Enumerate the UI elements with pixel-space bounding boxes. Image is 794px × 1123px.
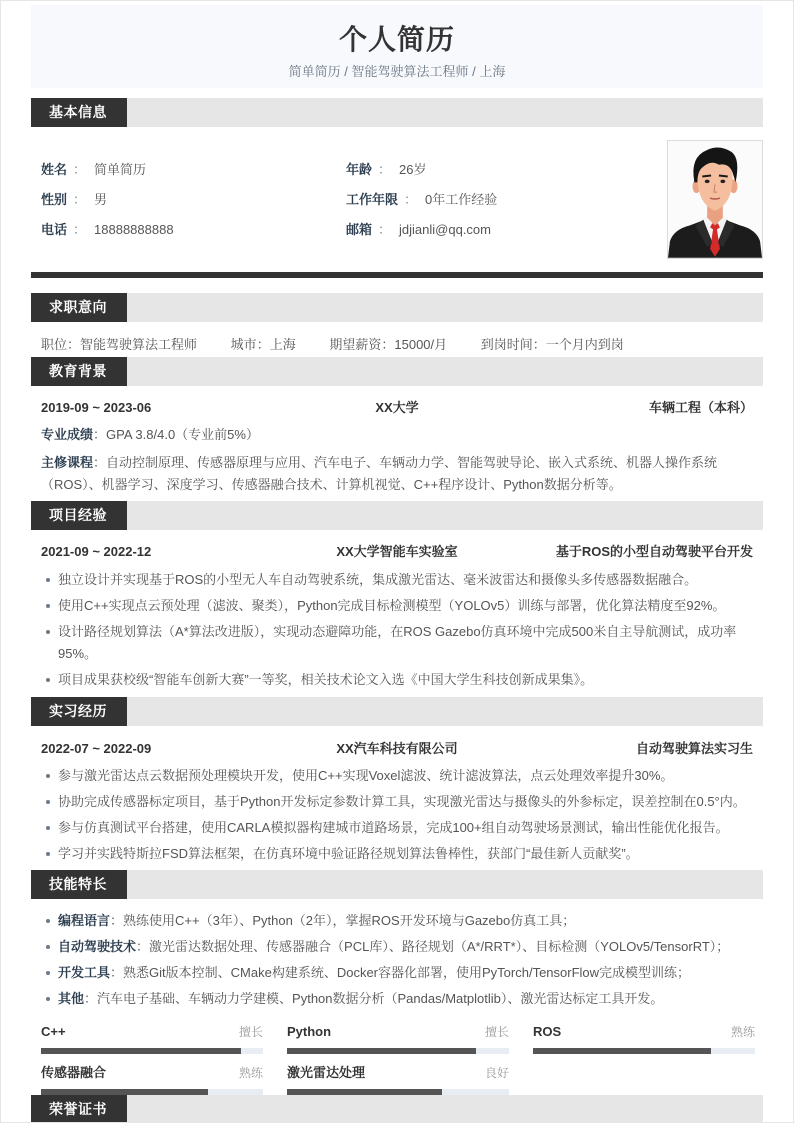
education-period: 2019-09 ~ 2023-06 [41,400,152,415]
detail-label: 主修课程 [41,455,94,470]
skill-colon: ： [136,939,150,954]
divider [31,272,763,278]
person-portrait-icon [668,141,762,258]
section-header-education [31,357,763,386]
skill-bar-track [41,1048,263,1054]
section-header-basic-info [31,98,763,127]
job-intent [31,333,763,357]
skill-colon: ： [84,991,98,1006]
project-bullets [31,569,763,691]
info-colon: ： [73,222,87,237]
section-header-skills [31,870,763,899]
project-period: 2021-09 ~ 2022-12 [41,544,152,559]
intent-label: 城市 [230,337,257,352]
education-courses [31,452,763,496]
internship-period: 2022-07 ~ 2022-09 [41,741,152,756]
skill-level: 熟练 [730,1025,755,1039]
list-item: 项目成果获校级“智能车创新大赛”一等奖，相关技术论文入选《中国大学生科技创新成果集》。 [58,669,753,691]
internship-role: 自动驾驶算法实习生 [635,741,753,756]
skill-bullets [31,910,763,1010]
info-colon: ： [404,192,418,207]
skill-bar-ros [533,1022,755,1054]
info-value: 简单简历 [94,162,147,177]
skill-level: 擅长 [484,1025,509,1039]
info-colon: ： [378,222,392,237]
list-item: 参与激光雷达点云数据预处理模块开发，使用C++实现Voxel滤波、统计滤波算法，点云处理效率提升30%。 [58,765,753,787]
intent-value: 智能驾驶算法工程师 [80,337,198,352]
skill-bar-track [533,1048,755,1054]
skill-text: 激光雷达数据处理、传感器融合（PCL库）、路径规划（A*/RRT*）、目标检测（YOLOv5/TensorRT）； [149,939,730,954]
internship-bullets [31,765,763,865]
education-gpa [31,422,763,448]
page-title: 个人简历 [338,24,455,55]
skill-name: 传感器融合 [41,1065,107,1080]
skill-colon: ： [110,913,124,928]
skill-text: 熟练使用C++（3年）、Python（2年），掌握ROS开发环境与Gazebo仿真工具； [123,913,576,928]
info-row-email [346,215,497,245]
detail-text: GPA 3.8/4.0（专业前5%） [106,427,259,442]
list-item: 独立设计并实现基于ROS的小型无人车自动驾驶系统，集成激光雷达、毫米波雷达和摄像头多传感器数据融合。 [58,569,753,591]
skill-colon: ： [110,965,124,980]
info-row-name [41,155,174,185]
basic-info [31,127,763,272]
internship-company: XX汽车科技有限公司 [336,741,458,756]
section-header-honors [31,1095,763,1123]
info-value: 男 [94,192,108,207]
intent-colon: ： [532,337,546,352]
info-row-gender [41,185,174,215]
info-row-phone [41,215,174,245]
info-row-experience-years [346,185,497,215]
intent-start-time [481,337,624,352]
list-item [58,962,753,984]
skill-text: 熟悉Git版本控制、CMake构建系统、Docker容器化部署，使用PyTorch/TensorFlow完成模型训练； [123,965,691,980]
skill-bar-sensor-fusion [41,1063,263,1095]
info-label: 性别 [41,192,68,207]
skill-category: 自动驾驶技术 [58,939,137,954]
avatar-photo [667,140,763,259]
detail-label: 专业成绩 [41,427,94,442]
skill-name: C++ [41,1024,66,1039]
basic-info-right-column [346,155,497,245]
basic-info-left-column [41,155,174,245]
section-header-job-intent [31,293,763,322]
detail-colon: ： [93,455,107,470]
resume-content [31,1,763,1123]
info-row-age [346,155,497,185]
info-value: 0年工作经验 [425,192,498,207]
section-title: 项目经验 [31,501,127,530]
section-title: 基本信息 [31,98,127,127]
intent-salary [329,337,447,352]
section-title: 技能特长 [31,870,127,899]
info-label: 年龄 [346,162,373,177]
info-value: 26岁 [399,162,427,177]
section-header-internship [31,697,763,726]
section-header-projects [31,501,763,530]
skill-text: 汽车电子基础、车辆动力学建模、Python数据分析（Pandas/Matplotlib）、激光雷达标定工具开发。 [97,991,664,1006]
intent-position [41,337,197,352]
list-item: 协助完成传感器标定项目，基于Python开发标定参数计算工具，实现激光雷达与摄像头的外参标定，误差控制在0.5°内。 [58,791,753,813]
intent-city [231,337,296,352]
skill-name: 激光雷达处理 [287,1065,366,1080]
section-title: 荣誉证书 [31,1095,127,1123]
list-item [58,910,753,932]
project-name: 基于ROS的小型自动驾驶平台开发 [555,544,753,559]
skill-bar-fill [41,1048,241,1054]
info-colon: ： [73,162,87,177]
education-major: 车辆工程（本科） [648,400,753,415]
education-row [31,396,763,420]
intent-value: 15000/月 [394,337,448,352]
list-item [58,936,753,958]
skill-category: 开发工具 [58,965,111,980]
info-label: 姓名 [41,162,68,177]
skill-bar-cpp [41,1022,263,1054]
info-value: jdjianli@qq.com [399,222,491,237]
project-org: XX大学智能车实验室 [336,544,458,559]
skill-category: 编程语言 [58,913,111,928]
skill-bar-fill [287,1048,476,1054]
detail-text: 自动控制原理、传感器原理与应用、汽车电子、车辆动力学、智能驾驶导论、嵌入式系统、机器人操作系统（ROS）、机器学习、深度学习、传感器融合技术、计算机视觉、C++程序设计、Python数据分析等。 [41,455,718,492]
section-title: 实习经历 [31,697,127,726]
detail-colon: ： [93,427,107,442]
skill-level: 擅长 [238,1025,263,1039]
intent-colon: ： [256,337,270,352]
skill-name: Python [287,1024,332,1039]
skill-level: 熟练 [238,1066,263,1080]
list-item: 使用C++实现点云预处理（滤波、聚类），Python完成目标检测模型（YOLOv5）训练与部署，优化算法精度至92%。 [58,595,753,617]
skill-bar-python [287,1022,509,1054]
internship-row [31,737,763,761]
info-label: 电话 [41,222,68,237]
info-value: 18888888888 [94,222,174,237]
skill-bar-lidar [287,1063,509,1095]
intent-colon: ： [381,337,395,352]
skill-bar-fill [533,1048,711,1054]
list-item: 学习并实践特斯拉FSD算法框架，在仿真环境中验证路径规划算法鲁棒性，获部门“最佳新人贡献奖”。 [58,843,753,865]
info-colon: ： [378,162,392,177]
section-title: 教育背景 [31,357,127,386]
list-item: 参与仿真测试平台搭建，使用CARLA模拟器构建城市道路场景，完成100+组自动驾驶场景测试，输出性能优化报告。 [58,817,753,839]
page-subtitle: 简单简历 / 智能驾驶算法工程师 / 上海 [288,64,506,79]
intent-label: 期望薪资 [329,337,382,352]
info-colon: ： [73,192,87,207]
info-label: 工作年限 [346,192,399,207]
education-school: XX大学 [375,400,419,415]
section-title: 求职意向 [31,293,127,322]
intent-colon: ： [67,337,81,352]
info-label: 邮箱 [346,222,373,237]
intent-label: 到岗时间 [480,337,533,352]
intent-label: 职位 [41,337,68,352]
skill-bars [31,1022,763,1095]
list-item [58,988,753,1010]
intent-value: 上海 [269,337,296,352]
list-item: 设计路径规划算法（A*算法改进版），实现动态避障功能，在ROS Gazebo仿真环境中完成500米自主导航测试，成功率95%。 [58,621,753,665]
project-row [31,540,763,564]
skill-bar-track [287,1048,509,1054]
skill-category: 其他 [58,991,85,1006]
intent-value: 一个月内到岗 [545,337,624,352]
skill-level: 良好 [484,1066,509,1080]
resume-header [31,5,763,88]
skill-name: ROS [533,1024,562,1039]
